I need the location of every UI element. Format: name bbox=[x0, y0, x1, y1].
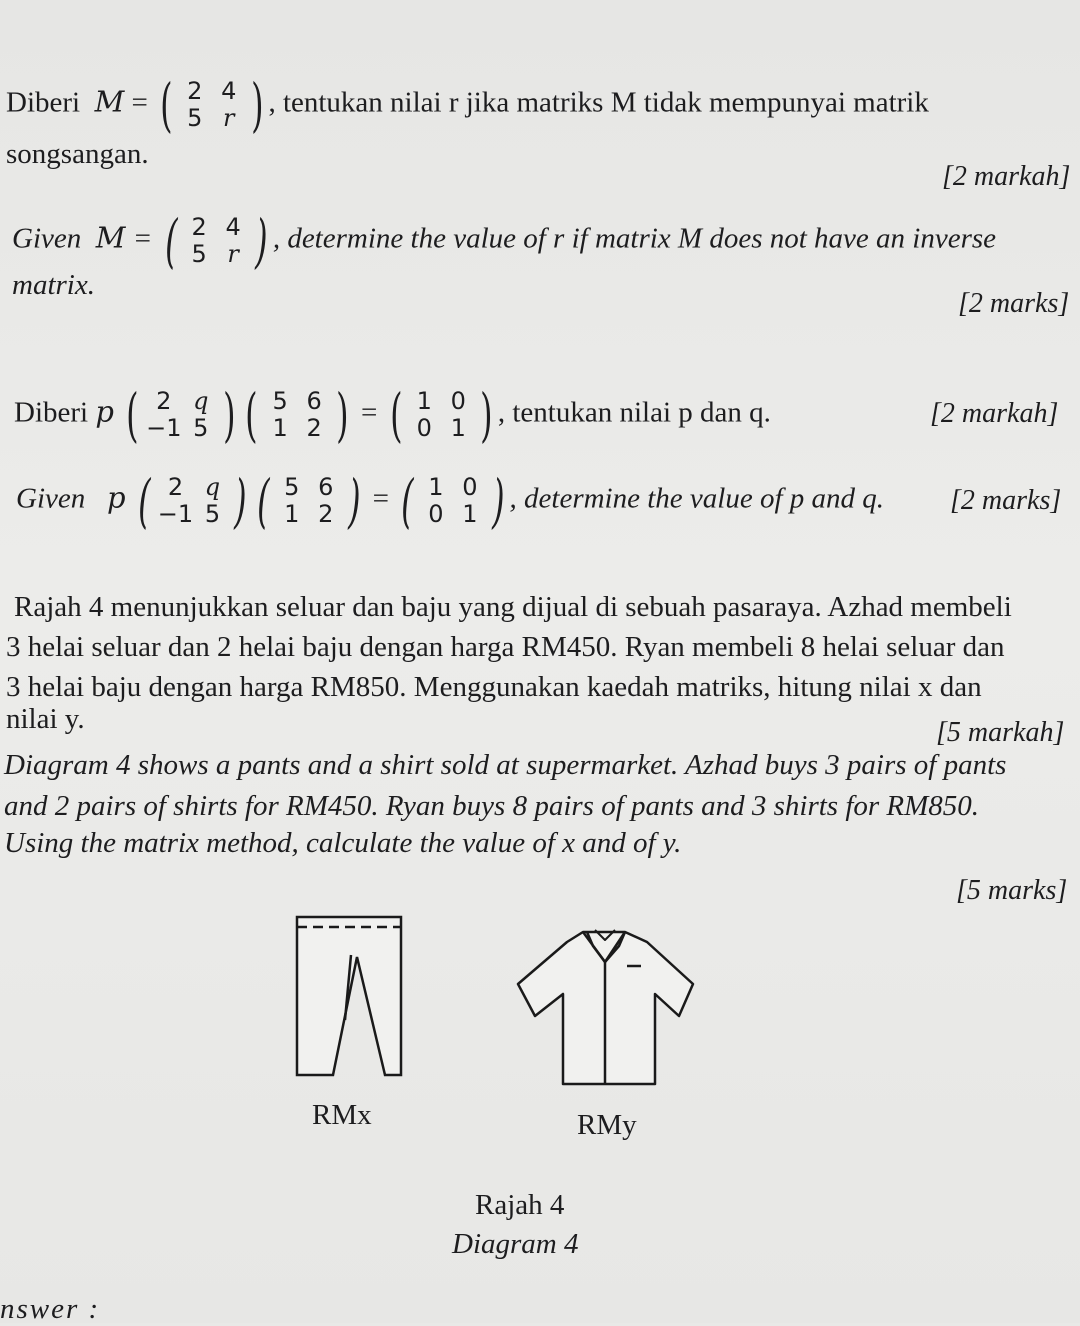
q1-english-line2: matrix. bbox=[12, 269, 95, 301]
q2-english-marks: [2 marks] bbox=[950, 485, 1062, 516]
q2-matrix-identity: ( 1 0 0 1 ) bbox=[389, 381, 493, 449]
q3-malay-line3: 3 helai baju dengan harga RM850. Menggunakan kaedah matriks, hitung nilai x dan bbox=[6, 671, 982, 703]
q1-english-line1: Given M = ( 2 4 5 r ) , determine the value of r if matrix M does not have an inverse bbox=[12, 207, 997, 275]
q3-malay-line1: Rajah 4 menunjukkan seluar dan baju yang dijual di sebuah pasaraya. Azhad membeli bbox=[14, 591, 1012, 623]
q2-matrix-identity-english: ( 1 0 0 1 ) bbox=[401, 467, 505, 535]
q3-malay-marks: [5 markah] bbox=[936, 717, 1065, 748]
q2-matrix-a: ( 2 q −1 5 ) bbox=[126, 381, 236, 449]
q2-matrix-b-english: ( 5 6 1 2 ) bbox=[257, 467, 361, 535]
q1-matrix: ( 2 4 5 r ) bbox=[160, 71, 264, 139]
pants-illustration bbox=[285, 905, 415, 1090]
q2-matrix-b: ( 5 6 1 2 ) bbox=[245, 381, 349, 449]
q2-english-line: Given p ( 2 q −1 5 ) ( 5 6 1 2 ) = ( 1 0 0 1 ) , determine the value of p and q. bbox=[16, 467, 885, 535]
q2-malay-line: Diberi p ( 2 q −1 5 ) ( 5 6 1 2 ) = ( 1 0 0 1 ) , tentukan nilai p dan q. bbox=[14, 381, 771, 449]
diagram-caption-english: Diagram 4 bbox=[452, 1228, 579, 1260]
q1-malay-line2: songsangan. bbox=[6, 138, 149, 170]
q3-malay-line4: nilai y. bbox=[6, 703, 85, 735]
q2-matrix-a-english: ( 2 q −1 5 ) bbox=[137, 467, 248, 535]
q1-malay-line1: Diberi M = ( 2 4 5 r ) , tentukan nilai r jika matriks M tidak mempunyai matrik bbox=[6, 71, 929, 139]
pants-price-label: RMx bbox=[312, 1099, 372, 1131]
q3-english-marks: [5 marks] bbox=[956, 875, 1068, 906]
answer-label: nswer : bbox=[0, 1293, 101, 1325]
q3-english-line3: Using the matrix method, calculate the value of x and of y. bbox=[4, 827, 682, 859]
q3-malay-line2: 3 helai seluar dan 2 helai baju dengan harga RM450. Ryan membeli 8 helai seluar dan bbox=[6, 631, 1005, 663]
q3-english-line2: and 2 pairs of shirts for RM450. Ryan buys 8 pairs of pants and 3 shirts for RM850. bbox=[4, 790, 980, 822]
q1-malay-marks: [2 markah] bbox=[942, 161, 1071, 192]
q2-malay-marks: [2 markah] bbox=[930, 398, 1059, 429]
q1-english-marks: [2 marks] bbox=[958, 288, 1070, 319]
q3-english-line1: Diagram 4 shows a pants and a shirt sold at supermarket. Azhad buys 3 pairs of pants bbox=[4, 749, 1007, 781]
shirt-price-label: RMy bbox=[577, 1109, 637, 1141]
q1-matrix-english: ( 2 4 5 r ) bbox=[164, 207, 268, 275]
shirt-illustration bbox=[515, 918, 695, 1098]
diagram-caption-malay: Rajah 4 bbox=[475, 1189, 565, 1221]
